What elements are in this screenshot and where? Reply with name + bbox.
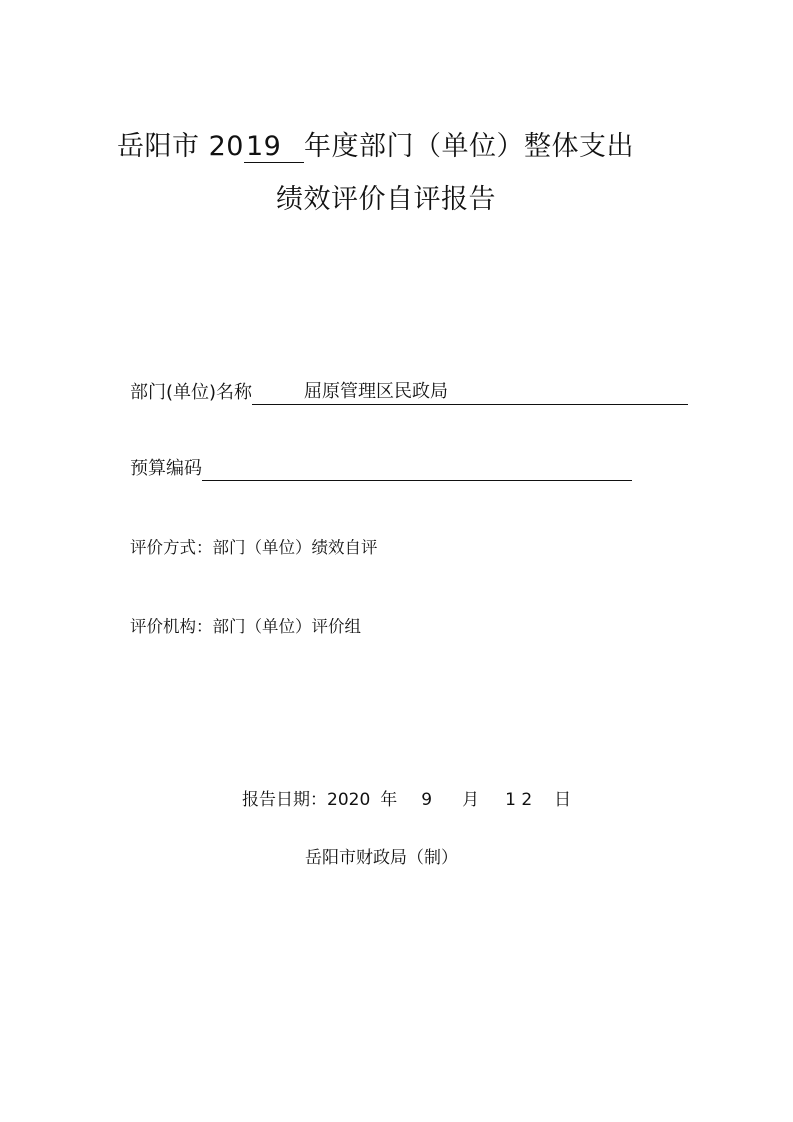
report-date-month-unit: 月: [462, 790, 480, 810]
report-date-day: 1 2: [505, 790, 533, 810]
department-name-label: 部门(单位)名称: [130, 382, 253, 403]
evaluation-method-label: 评价方式：: [130, 538, 213, 557]
department-name-field: [130, 380, 688, 405]
evaluation-org-value: 部门（单位）评价组: [212, 617, 361, 636]
department-name-value: 屈原管理区民政局: [252, 380, 688, 405]
title-year: 19: [244, 132, 304, 163]
evaluation-method-value: 部门（单位）绩效自评: [212, 538, 378, 557]
title-suffix: 年度部门（单位）整体支出: [303, 131, 634, 162]
budget-code-value: [202, 458, 632, 481]
report-date-day-unit: 日: [554, 790, 572, 810]
report-date-month: 9: [421, 790, 433, 810]
evaluation-method-field: [130, 536, 378, 560]
issuer-line: 岳阳市财政局（制）: [305, 848, 458, 868]
report-date-year: 2020: [327, 790, 371, 810]
report-date-year-unit: 年: [380, 790, 398, 810]
budget-code-label: 预算编码: [130, 458, 202, 479]
report-date: [242, 788, 571, 812]
evaluation-org-label: 评价机构：: [130, 617, 213, 636]
report-title-line1: [117, 130, 634, 164]
title-prefix: 岳阳市 20: [117, 131, 244, 162]
budget-code-field: [130, 457, 632, 481]
report-title-line2: 绩效评价自评报告: [276, 184, 496, 215]
evaluation-org-field: [130, 615, 361, 639]
report-date-label: 报告日期：: [242, 790, 327, 810]
